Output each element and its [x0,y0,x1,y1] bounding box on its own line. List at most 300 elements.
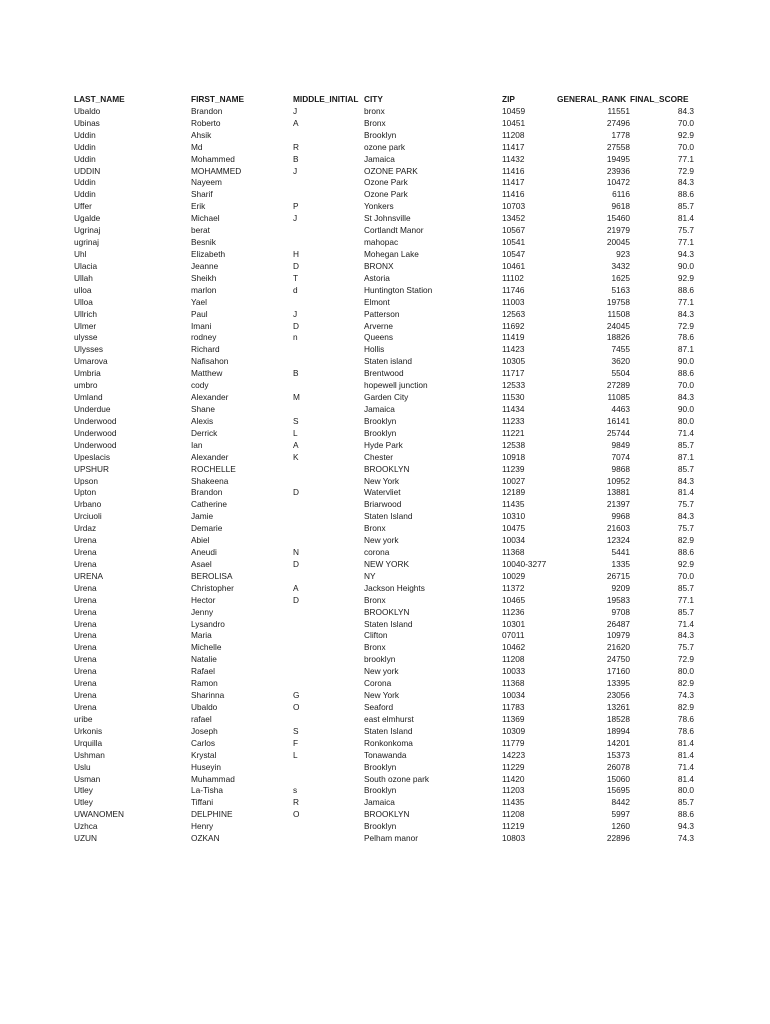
cell-general-rank: 5504 [611,368,630,379]
cell-last-name: Urciuoli [74,511,102,522]
cell-city: ozone park [364,141,406,152]
table-row [74,630,694,642]
cell-city: Seaford [364,702,394,713]
cell-general-rank: 9209 [611,582,630,593]
cell-first-name: Alexander [191,451,229,462]
cell-city: Bronx [364,642,386,653]
cell-last-name: Uffer [74,201,92,212]
cell-middle-initial: A [293,117,299,128]
cell-middle-initial: F [293,737,299,748]
cell-first-name: Md [191,141,203,152]
cell-final-score: 92.9 [677,272,694,283]
cell-middle-initial [293,833,364,845]
cell-general-rank: 19583 [606,594,630,605]
cell-final-score: 78.6 [677,713,694,724]
cell-middle-initial [293,678,364,690]
cell-city: Elmont [364,296,390,307]
cell-first-name: Huseyin [191,761,221,772]
table-row [74,118,694,130]
table-row [74,309,694,321]
cell-general-rank: 11085 [607,392,630,403]
cell-first-name: Erik [191,201,206,212]
cell-first-name: Sharif [191,189,213,200]
cell-first-name: Krystal [191,749,217,760]
cell-zip: 12563 [502,308,526,319]
cell-final-score: 81.4 [677,749,694,760]
cell-middle-initial: A [293,582,299,593]
cell-final-score: 85.7 [677,463,694,474]
header-general-rank: GENERAL_RANK [557,94,627,104]
cell-city: Staten Island [364,725,413,736]
cell-final-score: 72.9 [677,165,694,176]
cell-city: OZONE PARK [364,165,418,176]
cell-zip: 11203 [502,785,525,796]
cell-zip: 10703 [502,201,526,212]
cell-final-score: 81.4 [677,737,694,748]
cell-first-name: DELPHINE [191,809,233,820]
cell-final-score: 77.1 [677,594,694,605]
cell-last-name: Utley [74,785,93,796]
table-row [74,368,694,380]
cell-first-name: Shane [191,403,215,414]
cell-first-name: Maria [191,630,212,641]
cell-first-name: Brandon [191,105,223,116]
table-row [74,666,694,678]
cell-first-name: Hector [191,594,216,605]
cell-last-name: Uddin [74,189,96,200]
cell-last-name: UZUN [74,833,98,844]
cell-final-score: 71.4 [677,761,694,772]
cell-general-rank: 21397 [606,499,630,510]
cell-zip: 10451 [502,117,526,128]
cell-zip: 11416 [502,165,525,176]
cell-city: Huntington Station [364,284,433,295]
cell-middle-initial: P [293,201,299,212]
cell-middle-initial: D [293,487,299,498]
cell-final-score: 92.9 [677,129,694,140]
cell-general-rank: 27496 [606,117,630,128]
cell-last-name: Ullrich [74,308,98,319]
cell-last-name: Uddin [74,177,96,188]
cell-zip: 11219 [502,821,525,832]
cell-first-name: Roberto [191,117,221,128]
cell-last-name: ulysse [74,332,98,343]
cell-last-name: Uslu [74,761,91,772]
cell-general-rank: 22896 [606,833,630,844]
cell-final-score: 88.6 [677,189,694,200]
table-row [74,678,694,690]
cell-last-name: Ulysses [74,344,104,355]
table-row [74,571,694,583]
cell-city: BROOKLYN [364,606,410,617]
cell-first-name: Muhammad [191,773,235,784]
cell-middle-initial [293,762,364,774]
table-row [74,583,694,595]
cell-first-name: Jamie [191,511,214,522]
cell-first-name: Aneudi [191,547,217,558]
cell-city: NY [364,570,376,581]
cell-first-name: Alexis [191,415,214,426]
table-row [74,285,694,297]
cell-first-name: Demarie [191,523,223,534]
cell-zip: 10918 [502,451,526,462]
cell-general-rank: 8442 [611,797,630,808]
cell-final-score: 82.9 [677,702,694,713]
cell-middle-initial: O [293,702,300,713]
cell-zip: 10034 [502,535,526,546]
cell-general-rank: 13395 [606,678,630,689]
header-first-name: FIRST_NAME [191,94,245,104]
cell-zip: 12533 [502,380,526,391]
cell-final-score: 87.1 [677,344,694,355]
table-row [74,774,694,786]
cell-first-name: Alexander [191,392,229,403]
cell-zip: 07011 [502,630,525,641]
table-row [74,130,694,142]
cell-zip: 11717 [502,368,525,379]
cell-first-name: Catherine [191,499,227,510]
cell-middle-initial: A [293,439,299,450]
cell-last-name: Uddin [74,141,96,152]
cell-last-name: Umland [74,392,103,403]
cell-final-score: 85.7 [677,582,694,593]
cell-city: Staten island [364,356,412,367]
cell-middle-initial: L [293,427,298,438]
cell-general-rank: 13881 [606,487,630,498]
cell-zip: 10567 [502,225,526,236]
cell-zip: 10027 [502,475,526,486]
cell-first-name: berat [191,225,210,236]
cell-last-name: Urena [74,582,97,593]
cell-general-rank: 24045 [606,320,630,331]
cell-zip: 11434 [502,403,525,414]
cell-city: New york [364,666,399,677]
cell-first-name: Rafael [191,666,215,677]
cell-city: Tonawanda [364,749,407,760]
cell-last-name: URENA [74,570,104,581]
table-row [74,559,694,571]
cell-city: Clifton [364,630,388,641]
cell-zip: 11530 [502,392,525,403]
cell-final-score: 70.0 [677,141,694,152]
cell-last-name: Ulacia [74,260,98,271]
cell-city: Watervliet [364,487,401,498]
cell-final-score: 92.9 [677,558,694,569]
cell-middle-initial: s [293,785,298,796]
cell-first-name: Sheikh [191,272,217,283]
cell-last-name: UPSHUR [74,463,110,474]
cell-city: Brooklyn [364,129,397,140]
table-row [74,642,694,654]
cell-general-rank: 5441 [611,547,630,558]
header-row [74,94,694,106]
cell-last-name: UWANOMEN [74,809,124,820]
cell-first-name: Mohammed [191,153,235,164]
cell-zip: 11372 [502,582,525,593]
cell-general-rank: 1335 [611,558,630,569]
cell-final-score: 72.9 [677,654,694,665]
cell-middle-initial: R [293,797,299,808]
cell-general-rank: 7455 [611,344,630,355]
cell-middle-initial [293,225,364,237]
cell-middle-initial: J [293,165,298,176]
cell-middle-initial [293,607,364,619]
cell-last-name: Urdaz [74,523,97,534]
cell-city: Queens [364,332,394,343]
cell-zip: 11368 [502,547,525,558]
table-row [74,344,694,356]
cell-general-rank: 1625 [611,272,630,283]
cell-final-score: 84.3 [677,511,694,522]
cell-general-rank: 23936 [606,165,630,176]
cell-first-name: Michael [191,213,220,224]
table-row [74,726,694,738]
cell-zip: 11208 [502,654,525,665]
cell-last-name: Urena [74,618,97,629]
cell-general-rank: 11508 [607,308,630,319]
cell-zip: 11746 [502,284,525,295]
cell-general-rank: 24750 [606,654,630,665]
cell-final-score: 90.0 [677,260,694,271]
cell-zip: 10301 [502,618,526,629]
cell-city: Brooklyn [364,761,397,772]
cell-zip: 11102 [502,272,524,283]
cell-last-name: Urkonis [74,725,103,736]
cell-first-name: Abiel [191,535,210,546]
cell-last-name: Ubinas [74,117,100,128]
cell-final-score: 78.6 [677,332,694,343]
cell-general-rank: 10472 [606,177,630,188]
cell-middle-initial [293,523,364,535]
cell-zip: 11239 [502,463,525,474]
cell-city: NEW YORK [364,558,410,569]
cell-general-rank: 26078 [606,761,630,772]
cell-zip: 12189 [502,487,526,498]
cell-general-rank: 12324 [606,535,630,546]
cell-final-score: 80.0 [677,666,694,677]
header-final-score: FINAL_SCORE [630,94,689,104]
cell-last-name: Umbria [74,368,101,379]
cell-middle-initial: J [293,213,298,224]
cell-city: Brooklyn [364,427,397,438]
cell-general-rank: 9708 [611,606,630,617]
cell-zip: 11417 [502,141,525,152]
cell-middle-initial: G [293,690,300,701]
cell-first-name: BEROLISA [191,570,233,581]
results-table [74,94,694,845]
cell-city: South ozone park [364,773,430,784]
cell-first-name: Sharinna [191,690,225,701]
cell-last-name: UDDIN [74,165,101,176]
cell-city: Hollis [364,344,385,355]
cell-city: Jackson Heights [364,582,425,593]
cell-general-rank: 16141 [606,415,630,426]
cell-last-name: Ulmer [74,320,97,331]
cell-last-name: Umarova [74,356,108,367]
cell-first-name: Henry [191,821,214,832]
cell-middle-initial [293,654,364,666]
cell-zip: 11221 [502,427,525,438]
cell-middle-initial: T [293,272,299,283]
cell-middle-initial: M [293,392,300,403]
cell-final-score: 70.0 [677,570,694,581]
cell-zip: 10462 [502,642,526,653]
cell-city: Astoria [364,272,390,283]
cell-final-score: 77.1 [677,296,694,307]
cell-general-rank: 20045 [606,237,630,248]
cell-final-score: 84.3 [677,105,694,116]
cell-middle-initial: K [293,451,299,462]
cell-middle-initial: D [293,558,299,569]
cell-middle-initial [293,499,364,511]
cell-city: Ozone Park [364,189,408,200]
cell-middle-initial [293,535,364,547]
cell-middle-initial: L [293,749,298,760]
cell-first-name: Shakeena [191,475,229,486]
cell-general-rank: 10952 [606,475,630,486]
cell-zip: 11783 [502,702,525,713]
cell-final-score: 85.7 [677,797,694,808]
cell-first-name: La-Tisha [191,785,223,796]
table-row [74,106,694,118]
cell-zip: 10803 [502,833,526,844]
table-row [74,356,694,368]
cell-final-score: 81.4 [677,487,694,498]
cell-city: Chester [364,451,394,462]
cell-general-rank: 9618 [611,201,630,212]
cell-zip: 10461 [502,260,526,271]
table-row [74,738,694,750]
cell-zip: 10310 [502,511,526,522]
table-row [74,201,694,213]
cell-final-score: 84.3 [677,308,694,319]
table-row [74,237,694,249]
cell-middle-initial [293,476,364,488]
cell-middle-initial: R [293,141,299,152]
cell-middle-initial: d [293,284,298,295]
cell-last-name: Urena [74,690,97,701]
table-row [74,809,694,821]
cell-zip: 11369 [502,713,525,724]
cell-first-name: Jenny [191,606,214,617]
cell-general-rank: 4463 [611,403,630,414]
cell-city: Jamaica [364,797,395,808]
table-row [74,273,694,285]
table-row [74,177,694,189]
cell-last-name: Urena [74,666,97,677]
table-row [74,440,694,452]
table-row [74,321,694,333]
cell-zip: 10465 [502,594,526,605]
cell-final-score: 82.9 [677,678,694,689]
cell-city: St Johnsville [364,213,411,224]
cell-city: Staten Island [364,618,413,629]
cell-zip: 10305 [502,356,526,367]
table-row [74,595,694,607]
cell-zip: 11420 [502,773,525,784]
cell-zip: 11208 [502,809,525,820]
cell-final-score: 87.1 [677,451,694,462]
cell-zip: 10040-3277 [502,558,547,569]
header-middle-initial: MIDDLE_INITIAL [293,94,359,104]
cell-general-rank: 27289 [606,380,630,391]
cell-general-rank: 1260 [611,821,630,832]
cell-last-name: Usman [74,773,101,784]
cell-city: Pelham manor [364,833,418,844]
cell-general-rank: 6116 [612,189,630,200]
cell-city: BROOKLYN [364,809,410,820]
cell-middle-initial: D [293,594,299,605]
cell-middle-initial: N [293,547,299,558]
cell-final-score: 72.9 [677,320,694,331]
cell-middle-initial: D [293,320,299,331]
cell-final-score: 70.0 [677,380,694,391]
cell-last-name: Upson [74,475,98,486]
cell-zip: 11419 [502,332,525,343]
cell-general-rank: 9868 [611,463,630,474]
cell-zip: 11368 [502,678,525,689]
cell-last-name: Underwood [74,415,117,426]
cell-city: mahopac [364,237,399,248]
cell-general-rank: 3620 [611,356,630,367]
cell-general-rank: 27558 [606,141,630,152]
cell-city: Hyde Park [364,439,403,450]
cell-city: Briarwood [364,499,402,510]
cell-city: Corona [364,678,392,689]
cell-final-score: 82.9 [677,535,694,546]
cell-city: Garden City [364,392,409,403]
cell-last-name: Underdue [74,403,111,414]
cell-middle-initial [293,297,364,309]
cell-middle-initial [293,464,364,476]
cell-final-score: 75.7 [677,499,694,510]
cell-final-score: 74.3 [677,833,694,844]
cell-last-name: Urbano [74,499,102,510]
cell-middle-initial [293,630,364,642]
cell-first-name: Natalie [191,654,217,665]
cell-middle-initial [293,380,364,392]
table-row [74,750,694,762]
cell-first-name: Derrick [191,427,218,438]
cell-general-rank: 13261 [606,702,630,713]
cell-first-name: OZKAN [191,833,220,844]
cell-middle-initial [293,404,364,416]
cell-zip: 11236 [502,606,525,617]
cell-city: BROOKLYN [364,463,410,474]
cell-first-name: MOHAMMED [191,165,242,176]
cell-general-rank: 15060 [606,773,630,784]
table-row [74,261,694,273]
cell-last-name: Utley [74,797,93,808]
cell-city: Patterson [364,308,400,319]
cell-final-score: 77.1 [677,237,694,248]
table-row [74,523,694,535]
cell-middle-initial [293,774,364,786]
cell-first-name: Tiffani [191,797,214,808]
cell-zip: 10547 [502,248,526,259]
cell-zip: 10541 [502,237,526,248]
cell-city: BRONX [364,260,394,271]
table-row [74,487,694,499]
table-row [74,762,694,774]
cell-general-rank: 18994 [606,725,630,736]
cell-middle-initial [293,666,364,678]
cell-last-name: Urena [74,606,97,617]
cell-last-name: Urena [74,547,97,558]
cell-zip: 11229 [502,761,525,772]
cell-middle-initial [293,344,364,356]
table-row [74,154,694,166]
